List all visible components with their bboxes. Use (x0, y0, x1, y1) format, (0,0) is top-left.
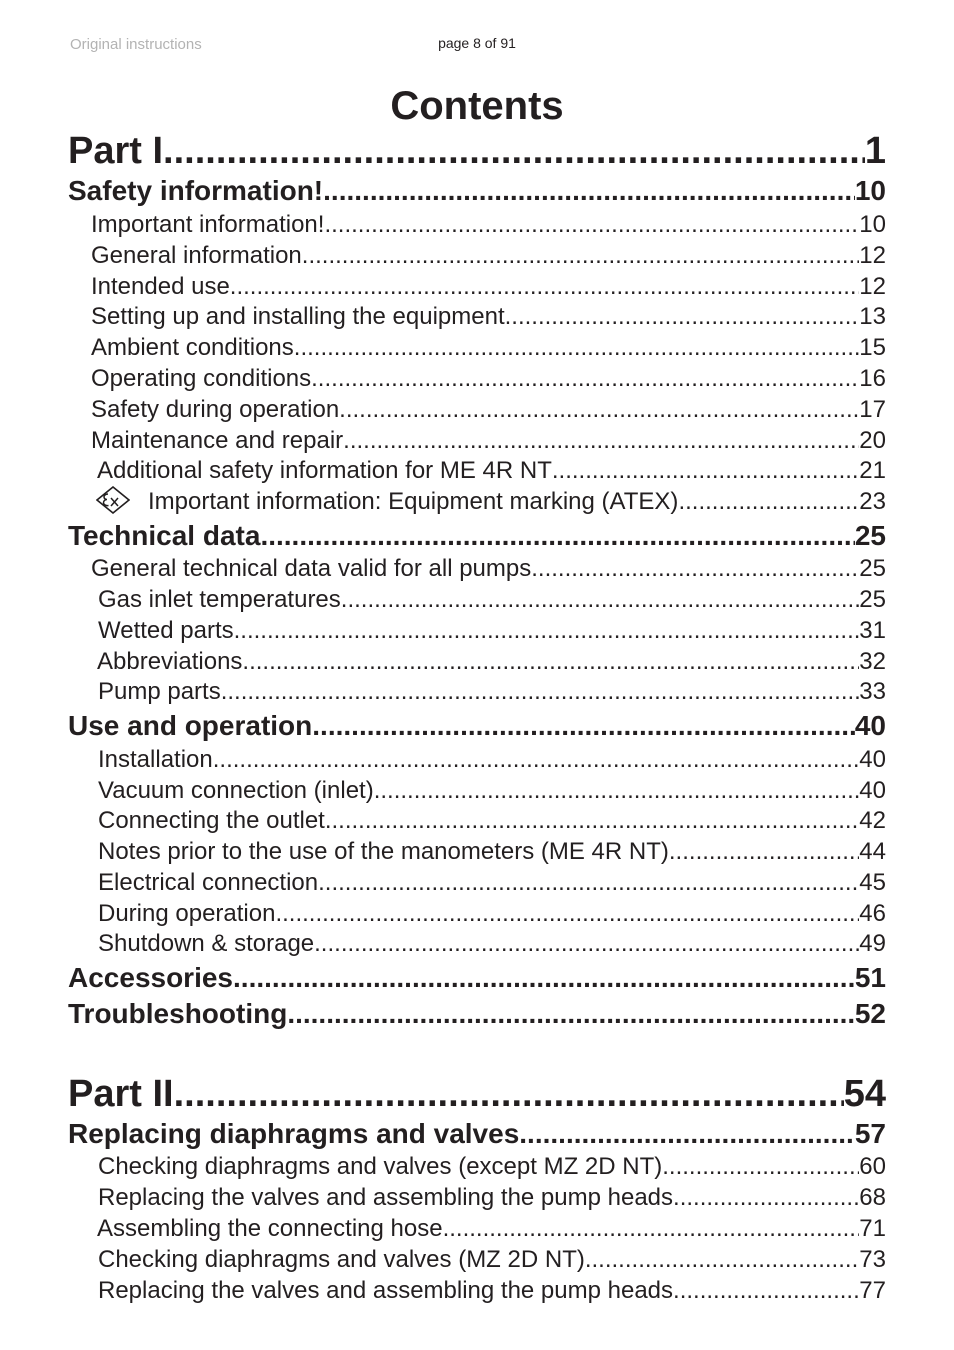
toc-entry-label: Part I (68, 130, 164, 172)
toc-safety-information[interactable] (0, 175, 954, 207)
toc-entry-label: Safety information! (68, 175, 324, 206)
toc-page-number: 20 (859, 427, 886, 454)
leader-dots (324, 211, 859, 239)
toc-page-number: 25 (854, 520, 886, 551)
leader-dots (312, 710, 855, 742)
toc-assembling-connecting-hose[interactable] (0, 1215, 954, 1243)
toc-page-number: 12 (859, 273, 886, 300)
toc-page-number: 45 (859, 869, 886, 896)
toc-entry-label: Replacing the valves and assembling the pump heads (98, 1184, 674, 1211)
leader-dots (287, 998, 855, 1030)
toc-entry-label: Wetted parts (98, 617, 234, 644)
toc-entry-label: General information (91, 242, 302, 269)
leader-dots (323, 175, 855, 207)
leader-dots (242, 648, 859, 676)
toc-checking-diaphragms-mz2d[interactable] (0, 1246, 954, 1274)
toc-page-number: 51 (854, 962, 886, 993)
leader-dots (519, 1118, 855, 1150)
leader-dots (302, 242, 860, 270)
leader-dots (443, 1215, 860, 1243)
toc-page-number: 15 (859, 334, 886, 361)
toc-page-number: 10 (859, 211, 886, 238)
toc-page-number: 23 (859, 488, 886, 515)
toc-replacing-valves-assembling-heads-2[interactable] (0, 1277, 954, 1305)
toc-page-number: 33 (859, 678, 886, 705)
toc-notes-manometers[interactable] (0, 838, 954, 866)
toc-general-technical-data[interactable] (0, 555, 954, 583)
toc-use-and-operation[interactable] (0, 710, 954, 742)
leader-dots (174, 1073, 844, 1116)
toc-page-number: 40 (854, 710, 886, 741)
toc-page-number: 44 (859, 838, 886, 865)
toc-ambient-conditions[interactable] (0, 334, 954, 362)
toc-page-number: 10 (854, 175, 886, 206)
toc-entry-label: Shutdown & storage (98, 930, 315, 957)
toc-page-number: 73 (859, 1246, 886, 1273)
toc-page-number: 17 (859, 396, 886, 423)
toc-intended-use[interactable] (0, 273, 954, 301)
toc-gas-inlet-temperatures[interactable] (0, 586, 954, 614)
toc-entry-label: Checking diaphragms and valves (except MZ 2D NT) (98, 1153, 663, 1180)
toc-entry-label: Part II (68, 1073, 174, 1115)
toc-page-number: 49 (859, 930, 886, 957)
header-original-instructions: Original instructions (70, 36, 202, 53)
toc-entry-label: Intended use (91, 273, 230, 300)
toc-entry-label: Troubleshooting (68, 998, 288, 1029)
leader-dots (339, 396, 859, 424)
toc-page-number: 32 (859, 648, 886, 675)
atex-ex-icon (96, 486, 130, 514)
toc-wetted-parts[interactable] (0, 617, 954, 645)
toc-important-information[interactable] (0, 211, 954, 239)
toc-page-number: 25 (859, 586, 886, 613)
leader-dots (678, 488, 859, 516)
toc-maintenance-and-repair[interactable] (0, 427, 954, 455)
toc-entry-label: Additional safety information for ME 4R NT (97, 457, 552, 484)
leader-dots (374, 777, 860, 805)
leader-dots (552, 457, 859, 485)
toc-entry-label: Use and operation (68, 710, 313, 741)
leader-dots (314, 930, 859, 958)
toc-entry-label: Replacing diaphragms and valves (68, 1118, 520, 1149)
leader-dots (505, 303, 860, 331)
leader-dots (275, 900, 859, 928)
toc-entry-label: Vacuum connection (inlet) (98, 777, 374, 804)
toc-entry-label: Replacing the valves and assembling the pump heads (98, 1277, 674, 1304)
toc-page-number: 46 (859, 900, 886, 927)
toc-page-number: 52 (854, 998, 886, 1029)
leader-dots (662, 1153, 859, 1181)
leader-dots (343, 427, 859, 455)
toc-part-i[interactable] (0, 130, 954, 173)
toc-page-number: 40 (859, 777, 886, 804)
toc-entry-label: Setting up and installing the equipment (91, 303, 505, 330)
leader-dots (669, 838, 859, 866)
toc-page-number: 57 (854, 1118, 886, 1149)
toc-entry-label: Installation (98, 746, 213, 773)
toc-page-number: 54 (843, 1073, 886, 1115)
toc-replacing-valves-assembling-heads-1[interactable] (0, 1184, 954, 1212)
toc-entry-label: Abbreviations (97, 648, 243, 675)
toc-page-number: 16 (859, 365, 886, 392)
toc-entry-label: Gas inlet temperatures (98, 586, 341, 613)
toc-page-number: 60 (859, 1153, 886, 1180)
toc-entry-label: Electrical connection (98, 869, 319, 896)
toc-page-number: 40 (859, 746, 886, 773)
toc-additional-safety-information[interactable] (0, 457, 954, 485)
leader-dots (531, 555, 859, 583)
toc-entry-label: Operating conditions (91, 365, 312, 392)
leader-dots (318, 869, 859, 897)
toc-entry-label: Maintenance and repair (91, 427, 344, 454)
leader-dots (585, 1246, 859, 1274)
toc-page-number: 21 (859, 457, 886, 484)
toc-pump-parts[interactable] (0, 678, 954, 706)
toc-vacuum-connection[interactable] (0, 777, 954, 805)
toc-during-operation[interactable] (0, 900, 954, 928)
toc-replacing-diaphragms-and-valves[interactable] (0, 1118, 954, 1150)
leader-dots (673, 1184, 859, 1212)
toc-electrical-connection[interactable] (0, 869, 954, 897)
leader-dots (311, 365, 859, 393)
page-title: Contents (390, 84, 564, 128)
toc-troubleshooting[interactable] (0, 998, 954, 1030)
toc-part-ii[interactable] (0, 1073, 954, 1116)
leader-dots (260, 520, 854, 552)
leader-dots (221, 678, 860, 706)
toc-entry-label: Checking diaphragms and valves (MZ 2D NT) (98, 1246, 585, 1273)
toc-page-number: 31 (859, 617, 886, 644)
toc-general-information[interactable] (0, 242, 954, 270)
leader-dots (234, 617, 860, 645)
leader-dots (213, 746, 860, 774)
toc-entry-label: Technical data (68, 520, 261, 551)
toc-equipment-marking-atex[interactable] (0, 488, 954, 516)
toc-abbreviations[interactable] (0, 648, 954, 676)
toc-page-number: 77 (859, 1277, 886, 1304)
toc-page-number: 1 (864, 130, 886, 172)
leader-dots (233, 962, 855, 994)
toc-operating-conditions[interactable] (0, 365, 954, 393)
toc-safety-during-operation[interactable] (0, 396, 954, 424)
toc-entry-label: Important information! (91, 211, 325, 238)
toc-technical-data[interactable] (0, 520, 954, 552)
leader-dots (230, 273, 860, 301)
toc-entry-label: Pump parts (98, 678, 221, 705)
toc-entry-label: Ambient conditions (91, 334, 294, 361)
page-number-label: page 8 of 91 (438, 35, 516, 51)
toc-entry-label: Accessories (68, 962, 234, 993)
toc-checking-diaphragms-except-mz2d[interactable] (0, 1153, 954, 1181)
leader-dots (163, 130, 865, 173)
toc-entry-label: Safety during operation (91, 396, 340, 423)
toc-entry-label: General technical data valid for all pumps (91, 555, 532, 582)
leader-dots (341, 586, 860, 614)
toc-entry-label: Notes prior to the use of the manometers (ME 4R NT) (98, 838, 669, 865)
toc-page-number: 42 (859, 807, 886, 834)
toc-shutdown-storage[interactable] (0, 930, 954, 958)
toc-entry-label: Connecting the outlet (98, 807, 325, 834)
leader-dots (673, 1277, 859, 1305)
leader-dots (325, 807, 859, 835)
toc-entry-label: Important information: Equipment marking (ATEX) (148, 488, 679, 515)
toc-page-number: 71 (859, 1215, 886, 1242)
toc-entry-label: During operation (98, 900, 276, 927)
toc-entry-label: Assembling the connecting hose (97, 1215, 443, 1242)
toc-installation[interactable] (0, 746, 954, 774)
toc-page-number: 12 (859, 242, 886, 269)
leader-dots (294, 334, 860, 362)
toc-page-number: 25 (859, 555, 886, 582)
toc-setting-up[interactable] (0, 303, 954, 331)
toc-connecting-the-outlet[interactable] (0, 807, 954, 835)
toc-accessories[interactable] (0, 962, 954, 994)
toc-page-number: 13 (859, 303, 886, 330)
toc-page-number: 68 (859, 1184, 886, 1211)
